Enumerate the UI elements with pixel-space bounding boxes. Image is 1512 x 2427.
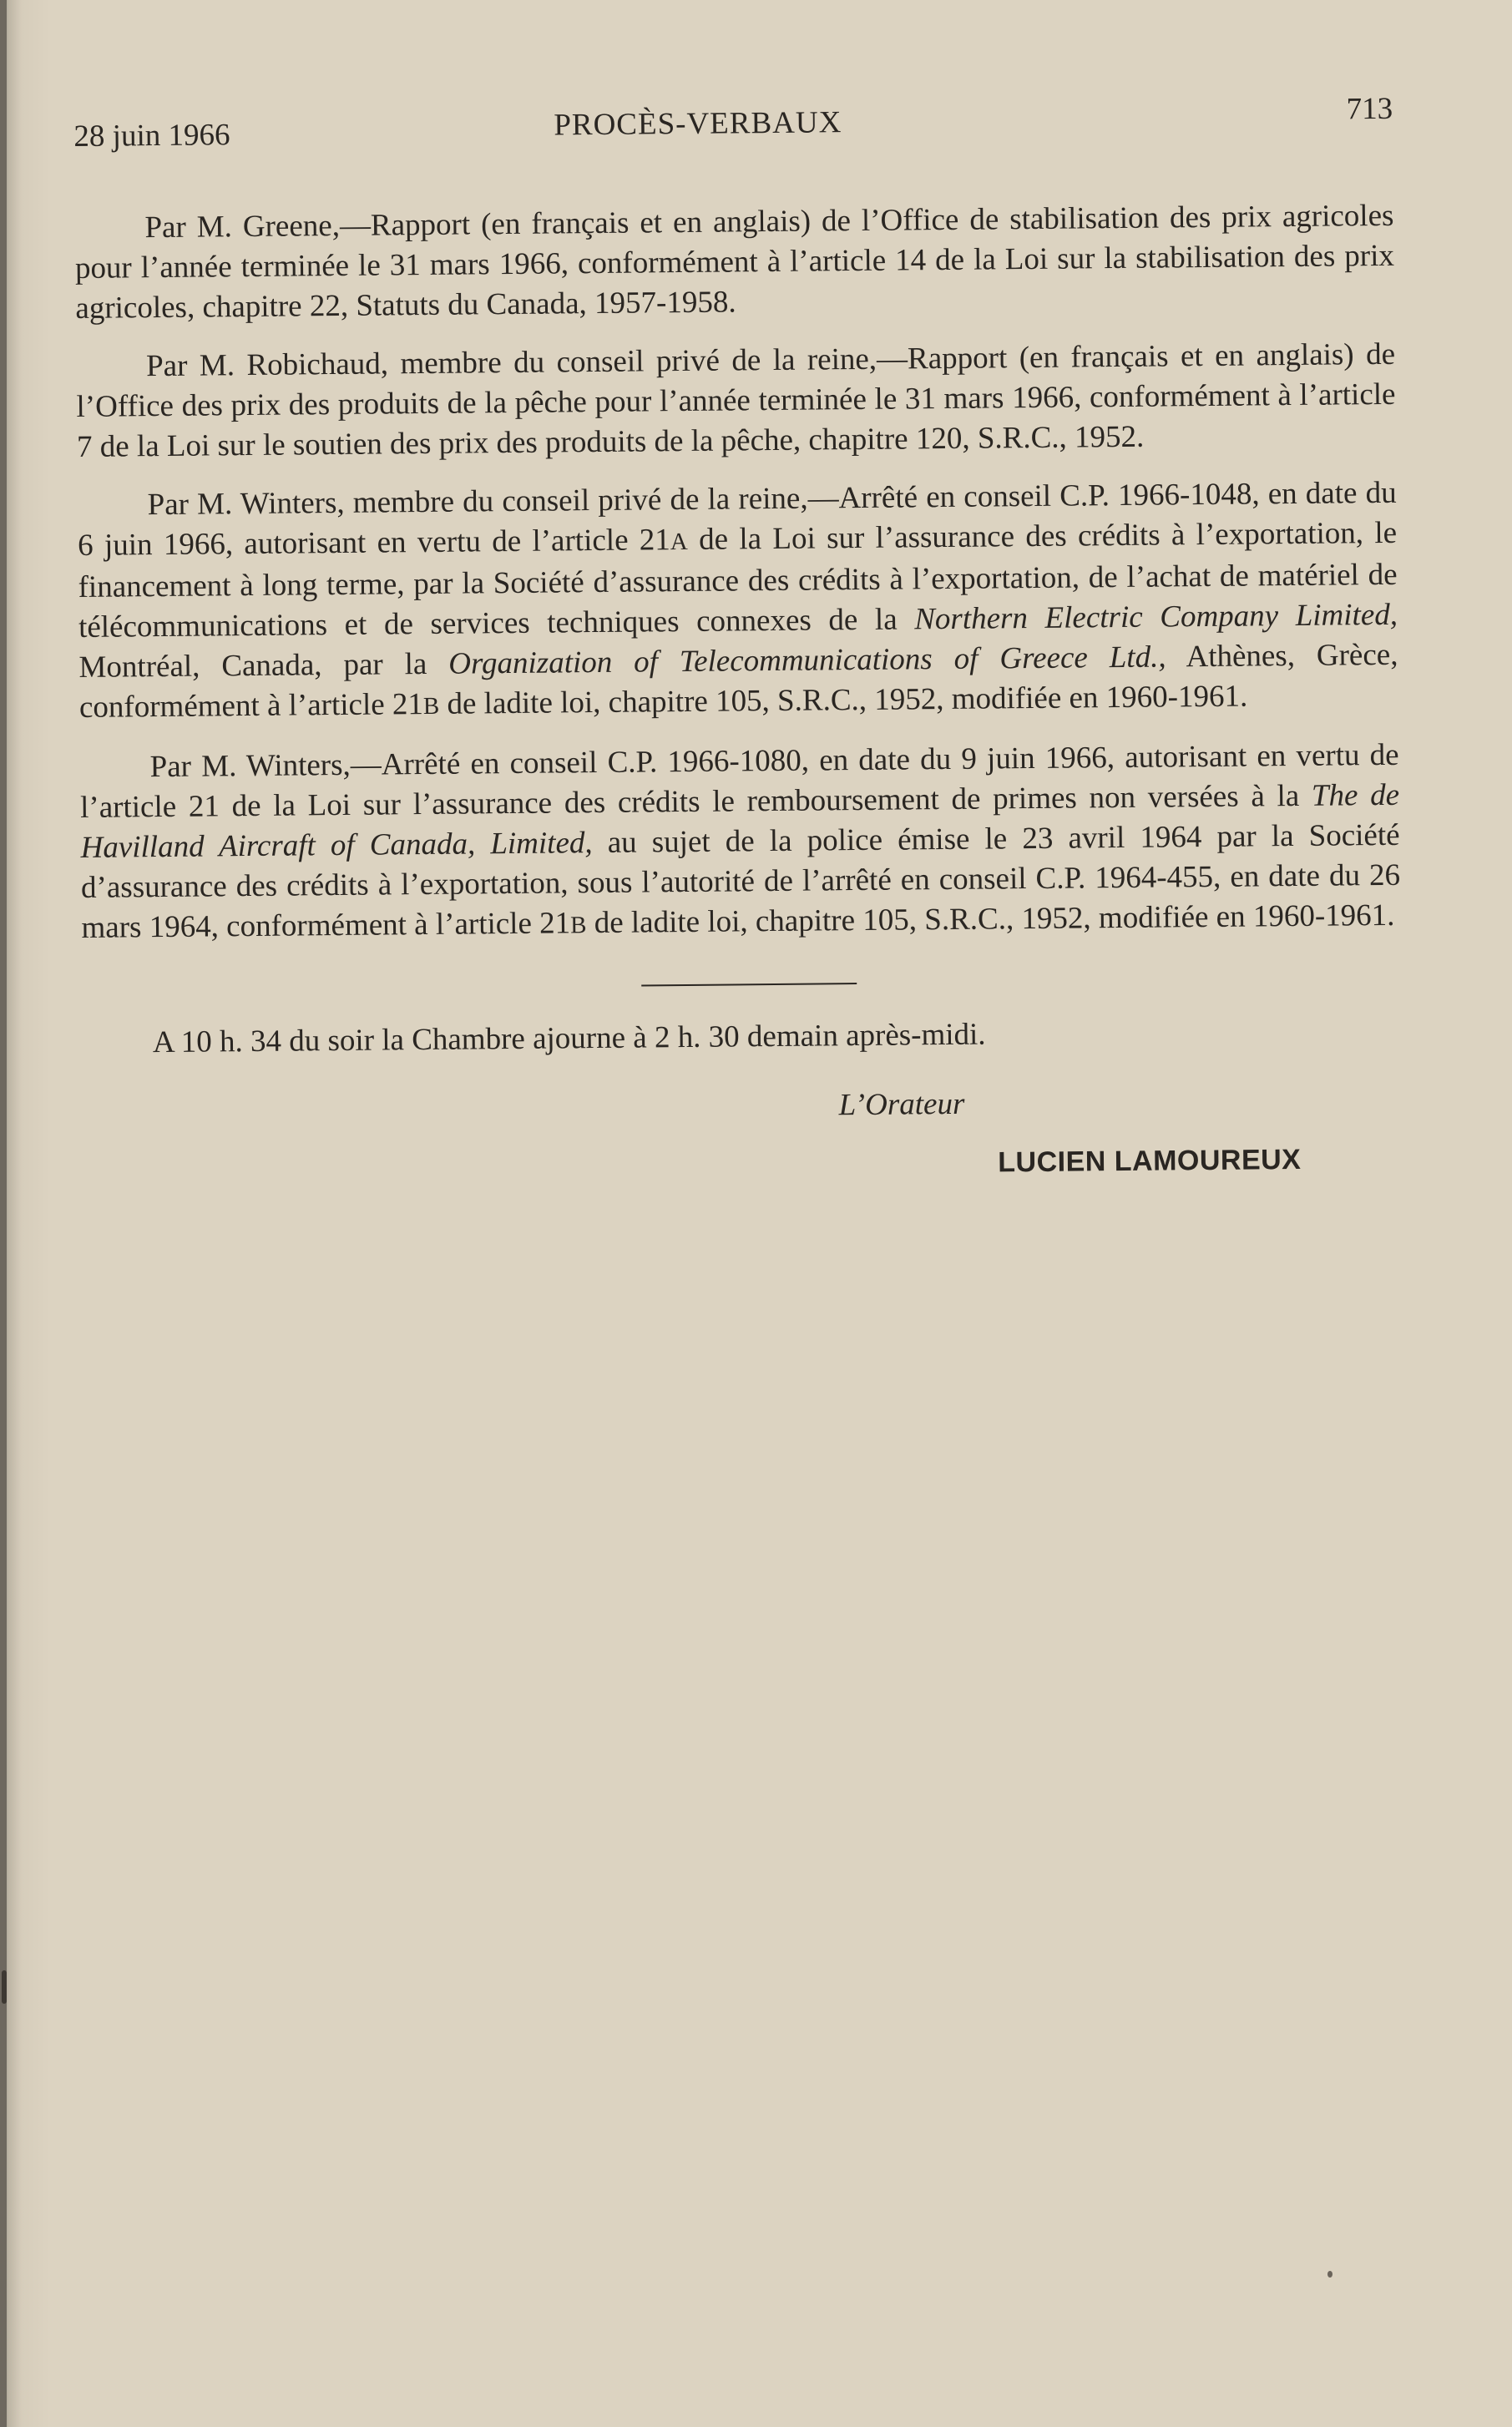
paragraph-winters-2	[79, 736, 1400, 950]
speaker-title: L’Orateur	[838, 1086, 965, 1123]
page-edge-mark	[2, 1970, 7, 2004]
company-de-havilland: The de Havilland Aircraft of Canada, Limited,	[80, 777, 1400, 865]
company-telecom-greece: Organization of Telecommunications of Greece Ltd.,	[448, 640, 1166, 681]
winters-1-part-4: Athènes, Grèce, conformément à l’article 21	[78, 637, 1398, 725]
winters-1-article-letter-a: A	[670, 528, 688, 556]
winters-1-article-letter-b: B	[422, 692, 440, 721]
paragraph-greene-text: Par M. Greene,—Rapport (en français et en anglais) de l’Office de stabilisation des prix agricoles pour l’année terminée le 31 mars 1966, conformément à l’article 14 de la Loi sur la stabilisation des prix agricoles, chapitre 22, Statuts du Canada, 1957-1958.	[74, 198, 1395, 326]
header-date: 28 juin 1966	[73, 118, 230, 154]
winters-2-part-2: au sujet de la police émise le 23 avril 1964 par la Société d’assurance des crédits à l’exportation, sous l’autorité de l’arrêté en conseil C.P. 1964-455, en date du 26 mars 1964, conformément à l’article 21	[80, 817, 1401, 945]
paragraph-robichaud	[76, 335, 1396, 468]
winters-1-part-5: de ladite loi, chapitre 105, S.R.C., 1952, modifiée en 1960-1961.	[439, 679, 1248, 721]
paragraph-robichaud-text: Par M. Robichaud, membre du conseil privé de la reine,—Rapport (en français et en anglais) de l’Office des prix des produits de la pêche pour l’année terminée le 31 mars 1966, conformément à l’article 7 de la Loi sur le soutien des prix des produits de la pêche, chapitre 120, S.R.C., 1952.	[76, 336, 1396, 464]
company-northern-electric: Northern Electric Company Limited,	[914, 597, 1398, 637]
winters-1-part-3: Montréal, Canada, par la	[78, 646, 449, 685]
book-spine-edge	[0, 0, 7, 2427]
adjournment-line: A 10 h. 34 du soir la Chambre ajourne à 2 h. 30 demain après-midi.	[152, 1017, 986, 1060]
paragraph-winters-1	[77, 473, 1398, 730]
speaker-signature: LUCIEN LAMOUREUX	[998, 1143, 1302, 1179]
section-divider	[641, 983, 857, 986]
paragraph-greene	[74, 196, 1394, 329]
winters-2-part-3: de ladite loi, chapitre 105, S.R.C., 1952, modifiée en 1960-1961.	[586, 897, 1395, 941]
page-number: 713	[1346, 91, 1393, 127]
text-block	[73, 86, 1403, 1188]
winters-1-part-2: de la Loi sur l’assurance des crédits à l’exportation, le financement à long terme, par la Société d’assurance des crédits à l’exportation, de l’achat de matériel de télécommunications et de services techniques connexes de la	[78, 515, 1398, 645]
winters-1-part-1: Par M. Winters, membre du conseil privé de la reine,—Arrêté en conseil C.P. 1966-1048, en date du 6 juin 1966, autorisant en vertu de l’article 21	[77, 475, 1397, 563]
running-head	[73, 86, 1393, 157]
winters-2-part-1: Par M. Winters,—Arrêté en conseil C.P. 1966-1080, en date du 9 juin 1966, autorisant en vertu de l’article 21 de la Loi sur l’assurance des crédits le remboursement de primes non versées à la	[79, 737, 1399, 825]
winters-2-article-letter-b: B	[570, 912, 587, 939]
paper-speck	[1327, 2271, 1332, 2278]
header-title: PROCÈS-VERBAUX	[554, 105, 842, 143]
